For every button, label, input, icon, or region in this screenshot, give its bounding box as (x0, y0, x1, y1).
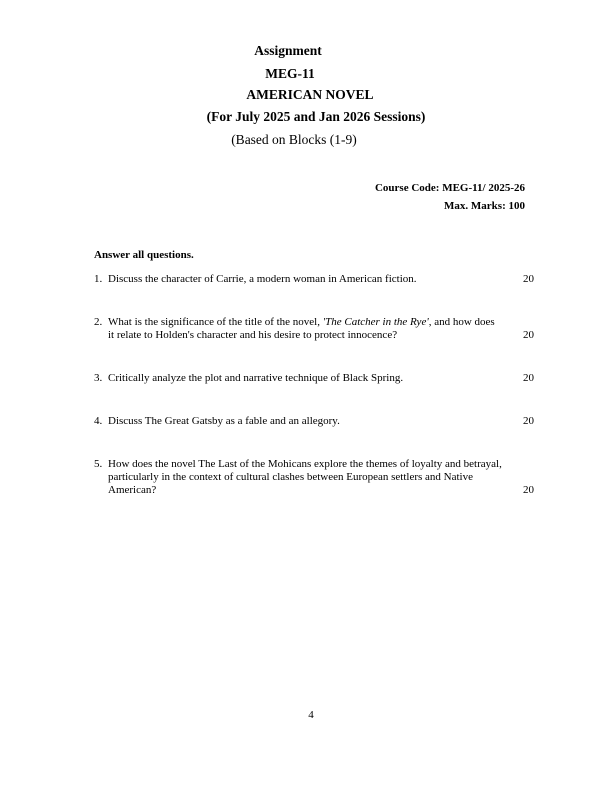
question-item (94, 273, 534, 286)
question-marks: 20 (523, 372, 534, 384)
question-number: 2. (94, 316, 103, 328)
instruction-text: Answer all questions. (94, 249, 194, 261)
course-code-heading: MEG-11 (265, 66, 315, 81)
sessions-heading: (For July 2025 and Jan 2026 Sessions) (206, 109, 426, 124)
question-text: Discuss The Great Gatsby as a fable and an allegory. (108, 415, 340, 427)
novel-title-italic: 'The Catcher in the Rye' (322, 316, 429, 328)
question-marks: 20 (523, 484, 534, 496)
course-code-line: Course Code: MEG-11/ 2025-26 (374, 182, 525, 194)
question-item (94, 316, 534, 342)
blocks-subheading: (Based on Blocks (1-9) (231, 132, 357, 147)
question-number: 4. (94, 415, 103, 427)
question-item (94, 458, 534, 497)
question-item (94, 415, 534, 428)
question-marks: 20 (523, 415, 534, 427)
question-number: 5. (94, 458, 103, 470)
question-text: Discuss the character of Carrie, a modern woman in American fiction. (108, 273, 417, 285)
question-text: Critically analyze the plot and narrative technique of Black Spring. (108, 372, 404, 384)
question-text: How does the novel The Last of the Mohicans explore the themes of loyalty and betrayal, particularly in the context of cultural clashes between European settlers and Native American? (108, 458, 502, 496)
page-number: 4 (308, 709, 314, 721)
question-list (94, 273, 534, 497)
question-marks: 20 (523, 329, 534, 341)
question-text: What is the significance of the title of the novel, 'The Catcher in the Rye', and how does it relate to Holden's character and his desire to protect innocence? (108, 316, 495, 341)
question-number: 3. (94, 372, 103, 384)
question-item (94, 372, 534, 385)
max-marks-line: Max. Marks: 100 (444, 200, 525, 212)
question-marks: 20 (523, 273, 534, 285)
course-title-heading: AMERICAN NOVEL (246, 87, 374, 102)
question-number: 1. (94, 273, 103, 285)
assignment-heading: Assignment (254, 43, 322, 58)
